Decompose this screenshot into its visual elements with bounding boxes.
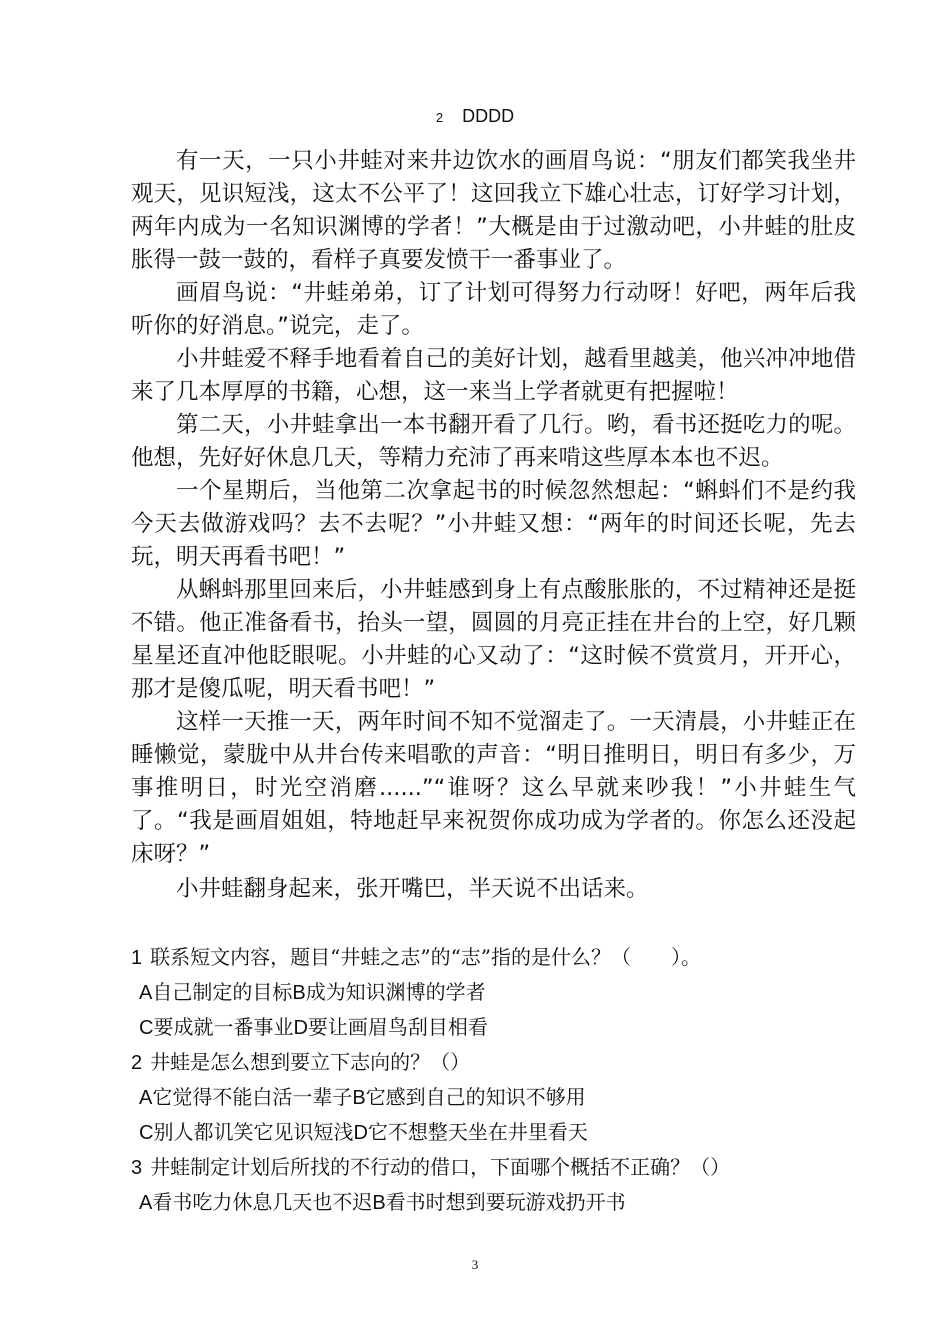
option-letter: C <box>139 1122 154 1144</box>
option-letter: B <box>352 1087 366 1109</box>
question-number: 1 <box>131 947 143 969</box>
option-letter: B <box>372 1192 386 1214</box>
option-letter: A <box>139 982 153 1004</box>
option-letter: B <box>292 982 306 1004</box>
question-text: 井蛙制定计划后所找的不行动的借口，下面哪个概括不正确？（） <box>150 1155 731 1179</box>
story-text <box>131 145 856 906</box>
question-list <box>131 940 856 1220</box>
question-options <box>131 1010 856 1045</box>
option-text: 自己制定的目标 <box>152 980 293 1004</box>
option-text: 它觉得不能白活一辈子 <box>152 1085 353 1109</box>
question-options <box>131 1115 856 1150</box>
option-letter: D <box>293 1017 308 1039</box>
question-options <box>131 1185 856 1220</box>
story-paragraph: 小井蛙爱不释手地看着自己的美好计划，越看里越美，他兴冲冲地借来了几本厚厚的书籍，心想，这一来当上学者就更有把握啦！ <box>131 346 856 405</box>
question-number: 3 <box>131 1157 143 1179</box>
story-paragraph: 这样一天推一天，两年时间不知不觉溜走了。一天清晨，小井蛙正在睡懒觉，蒙胧中从井台传来唱歌的声音：“明日推明日，明日有多少，万事推明日，时光空消磨......”“谁呀？这么早就来吵我！”小井蛙生气了。“我是画眉姐姐，特地赶早来祝贺你成功成为学者的。你怎么还没起床呀？” <box>131 709 856 867</box>
section-title: DDDD <box>462 106 515 126</box>
story-paragraph: 画眉鸟说：“井蛙弟弟，订了计划可得努力行动呀！好吧，两年后我听你的好消息。”说完，走了。 <box>131 280 856 339</box>
option-text: 它感到自己的知识不够用 <box>365 1085 586 1109</box>
option-text: 它不想整天坐在井里看天 <box>367 1120 588 1144</box>
section-number: 2 <box>435 110 444 125</box>
option-text: 要让画眉鸟刮目相看 <box>307 1015 488 1039</box>
option-letter: D <box>353 1122 368 1144</box>
page-number: 3 <box>471 1257 479 1272</box>
option-letter: C <box>139 1017 154 1039</box>
story-paragraph: 有一天，一只小井蛙对来井边饮水的画眉鸟说：“朋友们都笑我坐井观天，见识短浅，这太不公平了！这回我立下雄心壮志，订好学习计划，两年内成为一名知识渊博的学者！”大概是由于过激动吧，小井蛙的肚皮胀得一鼓一鼓的，看样子真要发愤干一番事业了。 <box>131 148 856 273</box>
question-2 <box>131 1045 856 1080</box>
question-number: 2 <box>131 1052 143 1074</box>
story-paragraph: 第二天，小井蛙拿出一本书翻开看了几行。哟，看书还挺吃力的呢。他想，先好好休息几天，等精力充沛了再来啃这些厚本本也不迟。 <box>131 412 856 471</box>
option-text: 要成就一番事业 <box>153 1015 294 1039</box>
question-3 <box>131 1150 856 1185</box>
option-text: 成为知识渊博的学者 <box>305 980 486 1004</box>
option-letter: A <box>139 1087 153 1109</box>
option-text: 看书时想到要玩游戏扔开书 <box>385 1190 626 1214</box>
option-letter: A <box>139 1192 153 1214</box>
question-1 <box>131 940 856 975</box>
section-header <box>0 106 950 127</box>
option-text: 别人都讥笑它见识短浅 <box>153 1120 354 1144</box>
option-text: 看书吃力休息几天也不迟 <box>152 1190 373 1214</box>
question-options <box>131 975 856 1010</box>
story-paragraph: 小井蛙翻身起来，张开嘴巴，半天说不出话来。 <box>176 876 649 902</box>
question-text: 联系短文内容，题目“井蛙之志”的“志”指的是什么？（ ）。 <box>150 945 702 969</box>
question-options <box>131 1080 856 1115</box>
story-paragraph: 一个星期后，当他第二次拿起书的时候忽然想起：“蝌蚪们不是约我今天去做游戏吗？去不去呢？”小井蛙又想：“两年的时间还长呢，先去玩，明天再看书吧！” <box>131 478 856 570</box>
story-paragraph: 从蝌蚪那里回来后，小井蛙感到身上有点酸胀胀的，不过精神还是挺不错。他正准备看书，抬头一望，圆圆的月亮正挂在井台的上空，好几颗星星还直冲他眨眼呢。小井蛙的心又动了：“这时候不赏赏月，开开心，那才是傻瓜呢，明天看书吧！” <box>131 577 856 702</box>
question-text: 井蛙是怎么想到要立下志向的？（） <box>150 1050 471 1074</box>
